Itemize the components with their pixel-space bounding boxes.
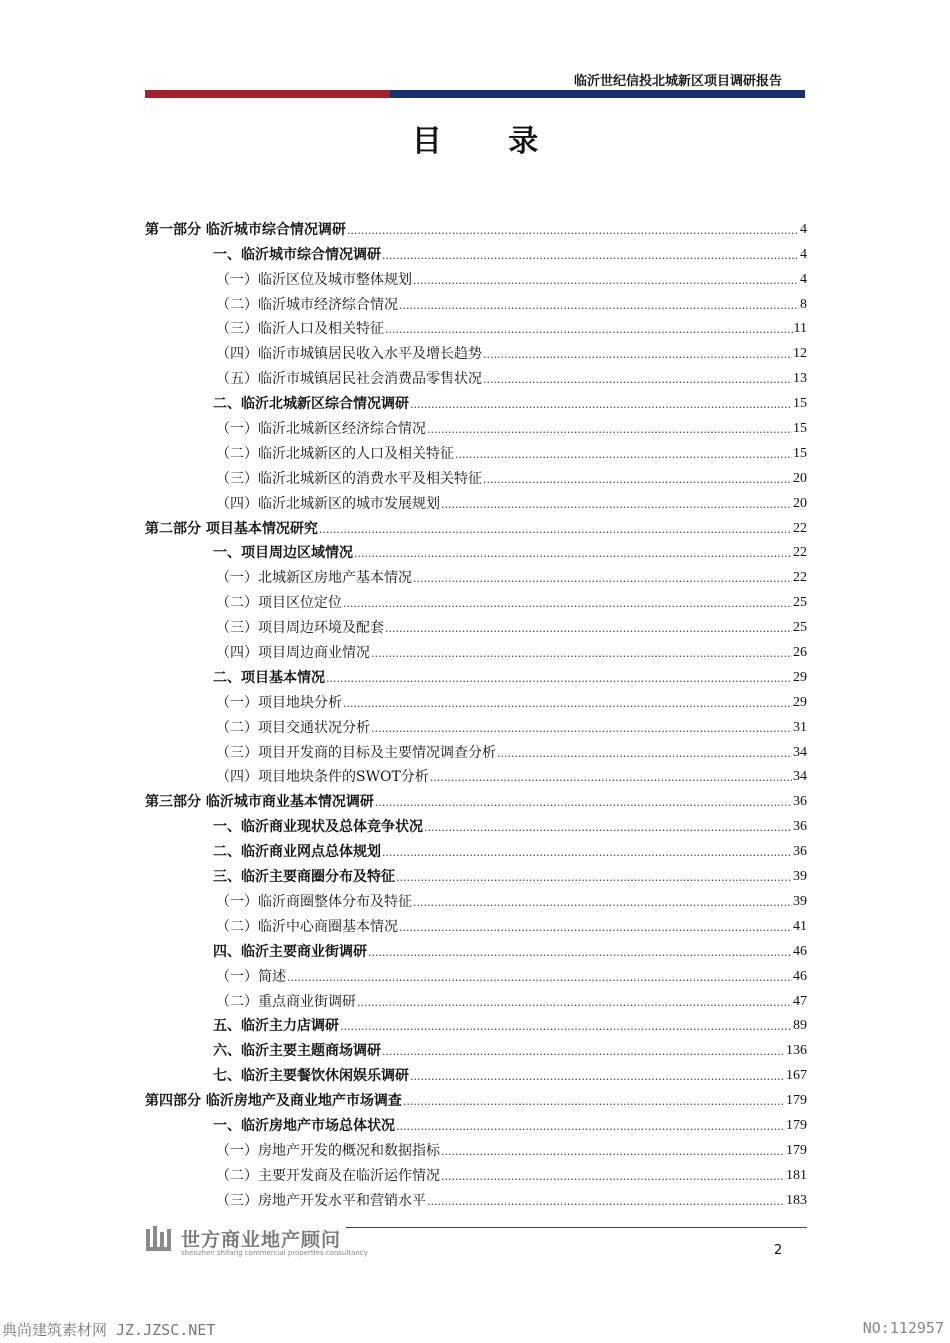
toc-entry-label: （三）房地产开发水平和营销水平	[216, 1192, 426, 1209]
toc-leader-dots	[326, 670, 792, 688]
toc-entry-label: （一）临沂商圈整体分布及特征	[216, 893, 412, 910]
toc-entry-label: 二、临沂北城新区综合情况调研	[213, 396, 409, 413]
toc-entry-label: 二、项目基本情况	[213, 669, 325, 686]
toc-entry-page: 136	[786, 1043, 807, 1059]
page-title: 目 录	[411, 124, 567, 159]
toc-leader-dots	[441, 1143, 785, 1161]
toc-entry[interactable]	[145, 439, 807, 464]
toc-entry[interactable]	[145, 339, 807, 364]
toc-entry-label: 二、临沂商业网点总体规划	[213, 844, 381, 861]
toc-leader-dots	[382, 247, 799, 265]
toc-entry-label: （四）项目地块条件的SWOT分析	[216, 769, 429, 786]
toc-leader-dots	[354, 545, 792, 563]
logo-text: 世方商业地产顾问	[181, 1229, 342, 1251]
toc-leader-dots	[497, 745, 792, 763]
toc-entry-page: 179	[786, 1093, 807, 1109]
toc-leader-dots	[368, 944, 792, 962]
toc-entry-label: （一）简述	[216, 968, 286, 985]
toc-entry-label: （一）临沂区位及城市整体规划	[216, 271, 412, 288]
toc-entry[interactable]	[145, 962, 807, 987]
toc-entry-page: 25	[793, 620, 807, 636]
toc-entry-label: 第三部分 临沂城市商业基本情况调研	[145, 794, 374, 811]
toc-entry[interactable]	[145, 688, 807, 713]
toc-entry-page: 34	[793, 744, 807, 760]
toc-entry-page: 46	[793, 968, 807, 984]
toc-entry-page: 36	[793, 819, 807, 835]
toc-leader-dots	[375, 794, 792, 812]
toc-entry[interactable]	[145, 464, 807, 489]
toc-entry-label: 七、临沂主要餐饮休闲娱乐调研	[213, 1068, 409, 1085]
toc-entry[interactable]	[145, 663, 807, 688]
toc-entry-label: 四、临沂主要商业街调研	[213, 943, 367, 960]
toc-entry-page: 13	[793, 371, 807, 387]
page-number: 2	[774, 1243, 783, 1258]
toc-entry-label: 一、临沂商业现状及总体竞争状况	[213, 819, 423, 836]
toc-entry-page: 89	[793, 1018, 807, 1034]
toc-entry[interactable]	[145, 315, 807, 340]
toc-entry-label: （四）项目周边商业情况	[216, 645, 370, 662]
toc-entry-page: 39	[793, 893, 807, 909]
toc-leader-dots	[347, 222, 799, 240]
toc-entry-page: 25	[793, 595, 807, 611]
toc-entry-label: （一）临沂北城新区经济综合情况	[216, 421, 426, 438]
toc-leader-dots	[340, 1018, 792, 1036]
watermark-left: 典尚建筑素材网 JZ.JZSC.NET	[2, 1321, 216, 1339]
toc-entry-label: （三）临沂北城新区的消费水平及相关特征	[216, 470, 482, 487]
toc-entry-page: 20	[793, 470, 807, 486]
toc-entry[interactable]	[145, 563, 807, 588]
toc-leader-dots	[385, 620, 792, 638]
toc-entry-label: （二）主要开发商及在临沂运作情况	[216, 1167, 440, 1184]
toc-entry[interactable]	[145, 265, 807, 290]
toc-entry-page: 4	[800, 271, 807, 287]
toc-entry-label: 一、项目周边区域情况	[213, 545, 353, 562]
toc-entry-label: （一）房地产开发的概况和数据指标	[216, 1142, 440, 1159]
toc-entry-label: （二）重点商业街调研	[216, 993, 356, 1010]
toc-entry[interactable]	[145, 1111, 807, 1136]
toc-entry-page: 29	[793, 694, 807, 710]
toc-entry[interactable]	[145, 1086, 807, 1111]
toc-entry[interactable]	[145, 414, 807, 439]
toc-entry[interactable]	[145, 713, 807, 738]
toc-leader-dots	[483, 471, 792, 489]
toc-entry-label: 第一部分 临沂城市综合情况调研	[145, 221, 346, 238]
toc-entry-label: 六、临沂主要主题商场调研	[213, 1043, 381, 1060]
toc-entry[interactable]	[145, 613, 807, 638]
toc-entry-label: 三、临沂主要商圈分布及特征	[213, 869, 395, 886]
toc-entry[interactable]	[145, 1036, 807, 1061]
toc-leader-dots	[385, 321, 793, 339]
toc-entry-label: （二）临沂北城新区的人口及相关特征	[216, 445, 454, 462]
toc-entry-label: 一、临沂城市综合情况调研	[213, 246, 381, 263]
toc-entry-label: （四）临沂北城新区的城市发展规划	[216, 495, 440, 512]
toc-entry-page: 183	[786, 1192, 807, 1208]
toc-leader-dots	[371, 720, 792, 738]
toc-entry[interactable]	[145, 862, 807, 887]
toc-leader-dots	[410, 1068, 785, 1086]
toc-leader-dots	[382, 1043, 785, 1061]
toc-entry[interactable]	[145, 1061, 807, 1086]
toc-entry-label: （四）临沂市城镇居民收入水平及增长趋势	[216, 346, 482, 363]
toc-entry-label: （二）项目交通状况分析	[216, 719, 370, 736]
toc-entry[interactable]	[145, 290, 807, 315]
toc-entry-label: （五）临沂市城镇居民社会消费品零售状况	[216, 371, 482, 388]
toc-entry-page: 15	[793, 396, 807, 412]
toc-entry-page: 167	[786, 1068, 807, 1084]
toc-leader-dots	[427, 1193, 785, 1211]
header-bar-blue	[390, 90, 805, 98]
toc-entry-label: （三）临沂人口及相关特征	[216, 321, 384, 338]
toc-entry[interactable]	[145, 987, 807, 1012]
toc-entry-label: 一、临沂房地产市场总体状况	[213, 1117, 395, 1134]
toc-leader-dots	[396, 869, 792, 887]
toc-entry[interactable]	[145, 1161, 807, 1186]
toc-entry-page: 36	[793, 794, 807, 810]
toc-entry[interactable]	[145, 364, 807, 389]
toc-entry[interactable]	[145, 1012, 807, 1037]
toc-entry-page: 22	[793, 545, 807, 561]
toc-entry[interactable]	[145, 215, 807, 240]
toc-entry[interactable]	[145, 837, 807, 862]
toc-leader-dots	[399, 919, 792, 937]
toc-leader-dots	[424, 819, 792, 837]
toc-entry-page: 15	[793, 445, 807, 461]
header-color-bar	[145, 90, 805, 98]
toc-entry[interactable]	[145, 514, 807, 539]
toc-entry-page: 41	[793, 918, 807, 934]
toc-entry-page: 12	[793, 346, 807, 362]
toc-entry-page: 29	[793, 669, 807, 685]
toc-entry[interactable]	[145, 1186, 807, 1211]
toc-entry[interactable]	[145, 887, 807, 912]
toc-entry-page: 34	[793, 769, 807, 785]
table-of-contents	[145, 215, 807, 1211]
toc-entry[interactable]	[145, 763, 807, 788]
toc-leader-dots	[413, 272, 799, 290]
toc-entry[interactable]	[145, 389, 807, 414]
toc-entry-page: 181	[786, 1167, 807, 1183]
toc-leader-dots	[371, 645, 792, 663]
company-logo	[145, 1225, 368, 1257]
toc-entry-label: 第四部分 临沂房地产及商业地产市场调查	[145, 1093, 402, 1110]
toc-entry-label: （二）临沂城市经济综合情况	[216, 296, 398, 313]
toc-entry-page: 179	[786, 1142, 807, 1158]
toc-leader-dots	[413, 894, 792, 912]
toc-entry-page: 8	[800, 296, 807, 312]
toc-leader-dots	[441, 496, 792, 514]
toc-leader-dots	[399, 297, 799, 315]
toc-leader-dots	[483, 346, 792, 364]
toc-entry-label: （三）项目周边环境及配套	[216, 620, 384, 637]
toc-leader-dots	[319, 521, 792, 539]
toc-entry-label: （二）临沂中心商圈基本情况	[216, 918, 398, 935]
toc-entry-page: 39	[793, 869, 807, 885]
toc-leader-dots	[430, 769, 792, 787]
toc-leader-dots	[427, 421, 792, 439]
toc-leader-dots	[396, 1118, 785, 1136]
toc-leader-dots	[410, 396, 792, 414]
toc-entry[interactable]	[145, 912, 807, 937]
logo-subtext: shenzhen shifang commercial properties consultancy	[181, 1249, 368, 1257]
header-bar-red	[145, 90, 390, 98]
toc-leader-dots	[403, 1093, 785, 1111]
toc-leader-dots	[287, 969, 792, 987]
toc-entry-label: （一）项目地块分析	[216, 694, 342, 711]
toc-entry-page: 31	[793, 719, 807, 735]
toc-entry[interactable]	[145, 787, 807, 812]
logo-mark-icon	[145, 1226, 175, 1252]
toc-leader-dots	[343, 695, 792, 713]
toc-entry-label: （二）项目区位定位	[216, 595, 342, 612]
toc-leader-dots	[413, 570, 792, 588]
toc-entry-page: 46	[793, 943, 807, 959]
watermark-right: NO:112957	[862, 1319, 944, 1337]
toc-leader-dots	[382, 844, 792, 862]
toc-entry[interactable]	[145, 638, 807, 663]
toc-entry[interactable]	[145, 588, 807, 613]
toc-entry-page: 4	[800, 221, 807, 237]
toc-entry-label: （三）项目开发商的目标及主要情况调查分析	[216, 744, 496, 761]
toc-entry-page: 179	[786, 1117, 807, 1133]
toc-entry-page: 4	[800, 246, 807, 262]
toc-entry-label: 五、临沂主力店调研	[213, 1018, 339, 1035]
toc-leader-dots	[441, 1168, 785, 1186]
toc-entry-page: 47	[793, 993, 807, 1009]
toc-entry[interactable]	[145, 812, 807, 837]
toc-entry-page: 36	[793, 844, 807, 860]
toc-entry[interactable]	[145, 539, 807, 564]
toc-entry-page: 22	[793, 570, 807, 586]
toc-entry[interactable]	[145, 489, 807, 514]
toc-leader-dots	[343, 595, 792, 613]
toc-entry-page: 11	[793, 321, 807, 337]
toc-entry-page: 22	[793, 520, 807, 536]
toc-leader-dots	[357, 994, 792, 1012]
toc-entry[interactable]	[145, 1136, 807, 1161]
toc-entry-page: 15	[793, 421, 807, 437]
toc-entry[interactable]	[145, 738, 807, 763]
toc-entry-label: 第二部分 项目基本情况研究	[145, 520, 318, 537]
toc-entry-page: 20	[793, 495, 807, 511]
report-header-title: 临沂世纪信投北城新区项目调研报告	[573, 74, 782, 89]
toc-entry-label: （一）北城新区房地产基本情况	[216, 570, 412, 587]
toc-entry-page: 26	[793, 645, 807, 661]
toc-leader-dots	[455, 446, 792, 464]
footer-divider	[346, 1227, 807, 1228]
toc-entry[interactable]	[145, 240, 807, 265]
toc-entry[interactable]	[145, 937, 807, 962]
toc-leader-dots	[483, 371, 792, 389]
